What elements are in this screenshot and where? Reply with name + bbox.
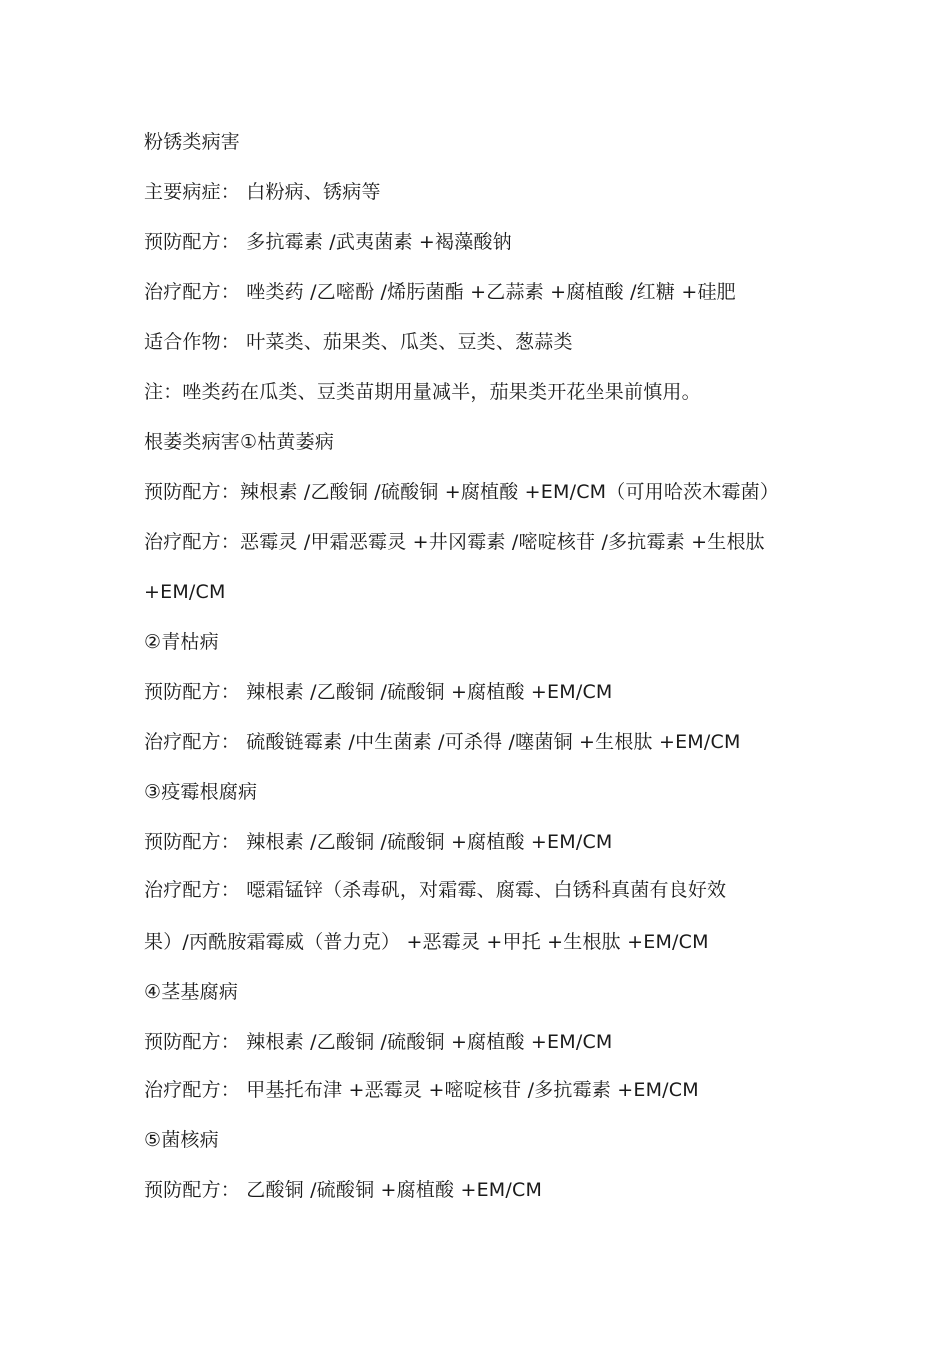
prevention-formula-line: 预防配方：辣根素 /乙酸铜 /硫酸铜 +腐植酸 +EM/CM（可用哈茨木霉菌） [144, 481, 780, 503]
main-symptoms-line: 主要病症： 白粉病、锈病等 [144, 181, 381, 203]
subsection-title-sclerotinia: ⑤菌核病 [144, 1129, 219, 1151]
treatment-formula-line: 治疗配方： 唑类药 /乙嘧酚 /烯肟菌酯 +乙蒜素 +腐植酸 /红糖 +硅肥 [144, 281, 736, 303]
prevention-formula-line: 预防配方： 辣根素 /乙酸铜 /硫酸铜 +腐植酸 +EM/CM [144, 831, 613, 853]
treatment-formula-line: 治疗配方： 硫酸链霉素 /中生菌素 /可杀得 /噻菌铜 +生根肽 +EM/CM [144, 731, 741, 753]
treatment-formula-continuation: +EM/CM [144, 581, 226, 603]
section-title-powdery-rust: 粉锈类病害 [144, 131, 241, 153]
subsection-title-bacterial-wilt: ②青枯病 [144, 631, 219, 653]
prevention-formula-line: 预防配方： 辣根素 /乙酸铜 /硫酸铜 +腐植酸 +EM/CM [144, 1031, 613, 1053]
treatment-formula-line: 治疗配方： 甲基托布津 +恶霉灵 +嘧啶核苷 /多抗霉素 +EM/CM [144, 1079, 699, 1101]
prevention-formula-line: 预防配方： 多抗霉素 /武夷菌素 +褐藻酸钠 [144, 231, 512, 253]
subsection-title-stem-base-rot: ④茎基腐病 [144, 981, 239, 1003]
treatment-formula-line: 治疗配方： 噁霜锰锌（杀毒矾，对霜霉、腐霉、白锈科真菌有良好效 [144, 879, 727, 901]
prevention-formula-line: 预防配方： 辣根素 /乙酸铜 /硫酸铜 +腐植酸 +EM/CM [144, 681, 613, 703]
prevention-formula-line: 预防配方： 乙酸铜 /硫酸铜 +腐植酸 +EM/CM [144, 1179, 543, 1201]
treatment-formula-continuation: 果）/丙酰胺霜霉威（普力克） +恶霉灵 +甲托 +生根肽 +EM/CM [144, 931, 709, 953]
note-line: 注：唑类药在瓜类、豆类苗期用量减半，茄果类开花坐果前慎用。 [144, 381, 701, 403]
section-title-root-wilt: 根萎类病害①枯黄萎病 [144, 431, 335, 453]
suitable-crops-line: 适合作物： 叶菜类、茄果类、瓜类、豆类、葱蒜类 [144, 331, 573, 353]
treatment-formula-line: 治疗配方：恶霉灵 /甲霜恶霉灵 +井冈霉素 /嘧啶核苷 /多抗霉素 +生根肽 [144, 531, 765, 553]
subsection-title-phytophthora-root-rot: ③疫霉根腐病 [144, 781, 258, 803]
